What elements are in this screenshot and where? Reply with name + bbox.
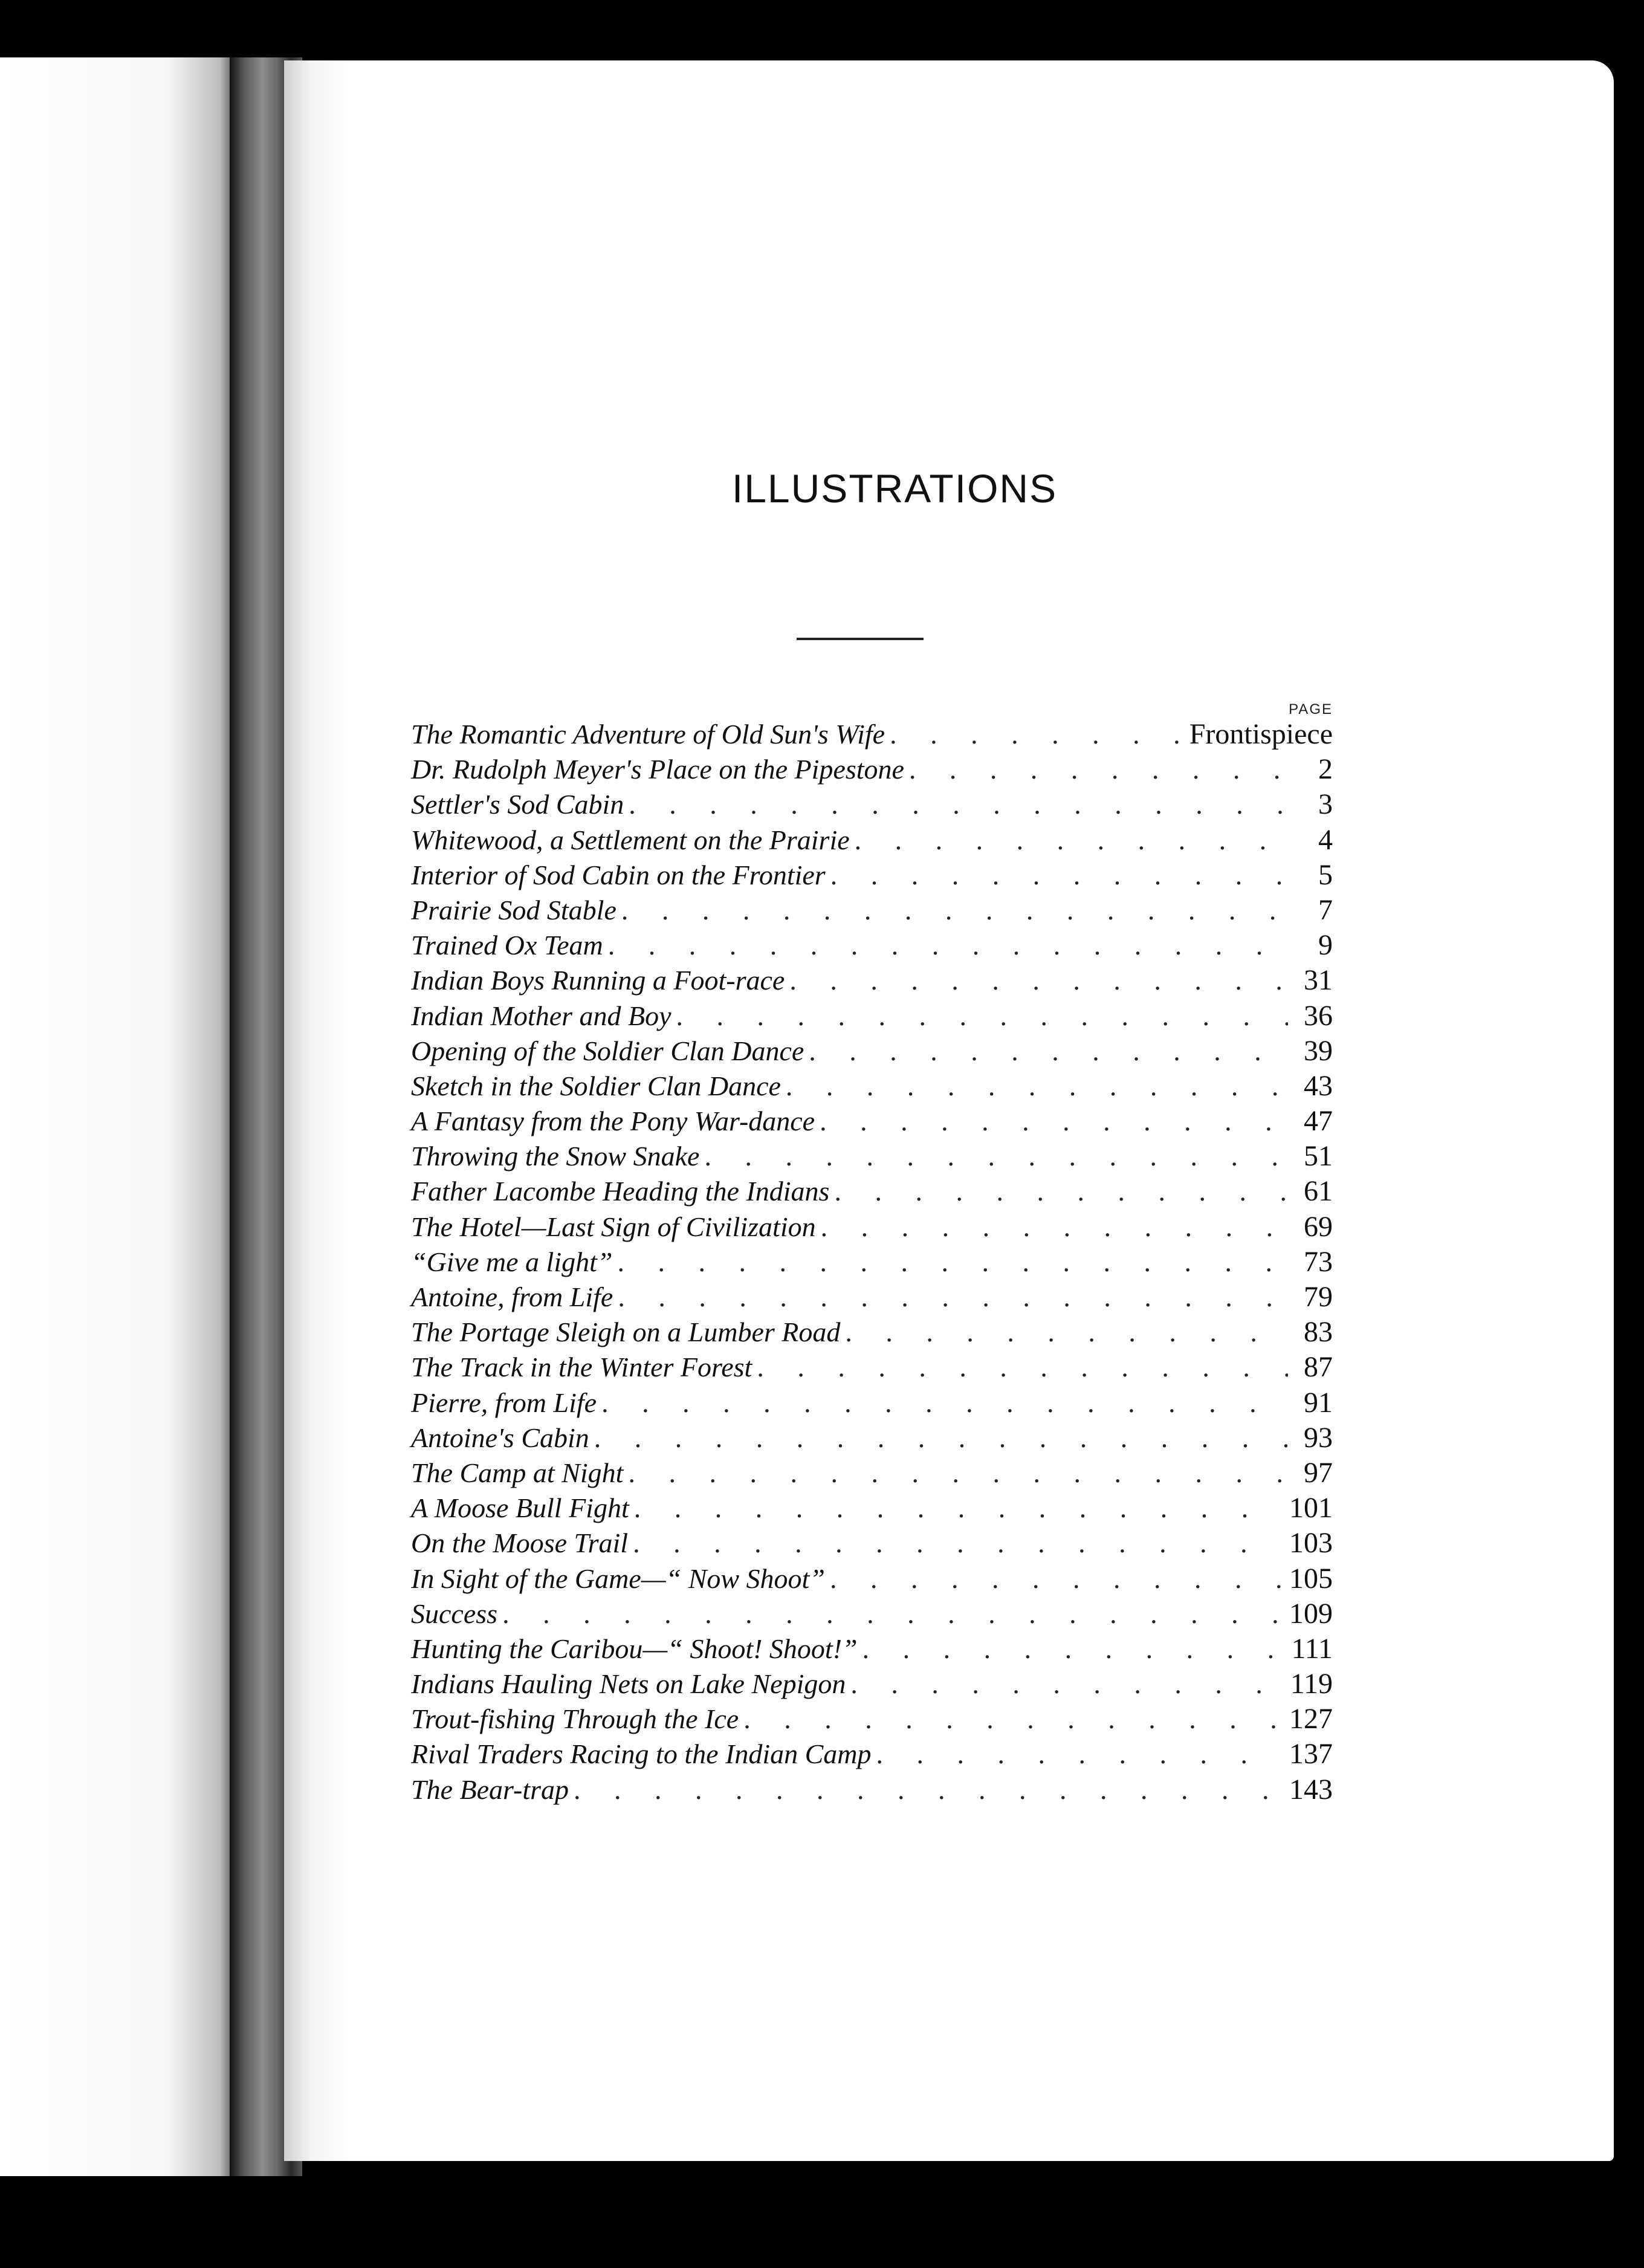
dot-leader xyxy=(634,1492,1281,1524)
list-item xyxy=(411,1667,1333,1702)
illustration-title: Sketch in the Soldier Clan Dance xyxy=(411,1070,781,1101)
illustration-title: A Fantasy from the Pony War-dance xyxy=(411,1106,815,1137)
dot-leader xyxy=(834,1175,1288,1207)
illustration-title: Indian Boys Running a Foot-race xyxy=(411,965,785,996)
list-item xyxy=(411,823,1333,858)
list-item xyxy=(411,893,1333,928)
illustrations-list xyxy=(411,718,1333,1808)
dot-leader xyxy=(876,1738,1281,1770)
illustration-title: Success xyxy=(411,1598,498,1629)
list-item xyxy=(411,788,1333,823)
page-number: 3 xyxy=(1318,788,1333,821)
dot-leader xyxy=(594,1422,1288,1454)
page-title: ILLUSTRATIONS xyxy=(731,466,1058,511)
page-number: 4 xyxy=(1318,823,1333,856)
illustration-title: Throwing the Snow Snake xyxy=(411,1141,700,1172)
dot-leader xyxy=(786,1070,1288,1102)
page-number: 97 xyxy=(1304,1456,1333,1489)
list-item xyxy=(411,1034,1333,1069)
page-column-label: PAGE xyxy=(1289,701,1333,718)
illustration-title: The Camp at Night xyxy=(411,1457,624,1488)
dot-leader xyxy=(743,1703,1281,1735)
list-item xyxy=(411,1350,1333,1385)
list-item xyxy=(411,1632,1333,1667)
dot-leader xyxy=(757,1351,1288,1383)
illustration-title: Rival Traders Racing to the Indian Camp xyxy=(411,1738,872,1770)
page-number: 69 xyxy=(1304,1210,1333,1243)
illustration-title: In Sight of the Game—“ Now Shoot” xyxy=(411,1563,825,1594)
list-item xyxy=(411,1491,1333,1526)
illustration-title: The Bear-trap xyxy=(411,1774,569,1805)
page-number: 109 xyxy=(1289,1597,1333,1630)
illustration-title: Interior of Sod Cabin on the Frontier xyxy=(411,859,826,890)
dot-leader xyxy=(618,1281,1288,1313)
page-number: 105 xyxy=(1289,1562,1333,1595)
page-number: 87 xyxy=(1304,1351,1333,1384)
page-number: Frontispiece xyxy=(1189,718,1333,750)
list-item xyxy=(411,1702,1333,1737)
illustration-title: Prairie Sod Stable xyxy=(411,894,616,925)
page-number: 93 xyxy=(1304,1421,1333,1454)
page-number: 43 xyxy=(1304,1069,1333,1102)
list-item xyxy=(411,999,1333,1034)
page-number: 91 xyxy=(1304,1386,1333,1419)
page-number: 61 xyxy=(1304,1175,1333,1208)
illustration-title: Hunting the Caribou—“ Shoot! Shoot!” xyxy=(411,1633,858,1664)
list-item xyxy=(411,1069,1333,1104)
page-number: 119 xyxy=(1290,1668,1333,1700)
list-item xyxy=(411,928,1333,964)
illustration-title: Indian Mother and Boy xyxy=(411,1000,672,1031)
illustration-title: Pierre, from Life xyxy=(411,1387,597,1418)
page-number: 36 xyxy=(1304,999,1333,1032)
dot-leader xyxy=(789,964,1288,996)
list-item xyxy=(411,1104,1333,1139)
list-item xyxy=(411,718,1333,753)
dot-leader xyxy=(502,1598,1281,1630)
facing-page xyxy=(0,57,239,2176)
dot-leader xyxy=(608,929,1288,961)
illustration-title: Dr. Rudolph Meyer's Place on the Pipestone xyxy=(411,754,904,785)
page-number: 7 xyxy=(1318,893,1333,926)
illustration-title: Antoine, from Life xyxy=(411,1281,613,1312)
list-item xyxy=(411,1139,1333,1174)
dot-leader xyxy=(621,894,1288,926)
list-item xyxy=(411,1315,1333,1350)
illustration-title: A Moose Bull Fight xyxy=(411,1492,629,1524)
dot-leader xyxy=(821,1211,1288,1243)
page-number: 5 xyxy=(1318,858,1333,891)
dot-leader xyxy=(628,1457,1288,1489)
dot-leader xyxy=(862,1633,1283,1665)
dot-leader xyxy=(820,1105,1288,1137)
illustration-title: Opening of the Soldier Clan Dance xyxy=(411,1035,804,1066)
illustration-title: Trout-fishing Through the Ice xyxy=(411,1703,739,1735)
dot-leader xyxy=(845,1316,1288,1348)
page-number: 39 xyxy=(1304,1034,1333,1067)
page-number: 51 xyxy=(1304,1140,1333,1173)
page-number: 2 xyxy=(1318,753,1333,786)
page-number: 83 xyxy=(1304,1316,1333,1349)
illustration-title: Father Lacombe Heading the Indians xyxy=(411,1176,830,1207)
list-item xyxy=(411,1773,1333,1808)
page-number: 111 xyxy=(1291,1632,1333,1665)
illustration-title: The Track in the Winter Forest xyxy=(411,1352,752,1383)
page-number: 137 xyxy=(1289,1738,1333,1771)
page-number: 103 xyxy=(1289,1527,1333,1560)
page-number: 127 xyxy=(1289,1703,1333,1735)
illustration-title: Trained Ox Team xyxy=(411,930,603,961)
page-number: 79 xyxy=(1304,1281,1333,1313)
page-number: 143 xyxy=(1289,1773,1333,1806)
list-item xyxy=(411,753,1333,788)
page-number: 73 xyxy=(1304,1245,1333,1278)
list-item xyxy=(411,1210,1333,1245)
dot-leader xyxy=(704,1140,1288,1172)
list-item xyxy=(411,1737,1333,1772)
list-item xyxy=(411,1421,1333,1456)
dot-leader xyxy=(574,1774,1281,1806)
dot-leader xyxy=(676,1000,1288,1032)
page-number: 47 xyxy=(1304,1105,1333,1138)
page-number: 9 xyxy=(1318,929,1333,962)
dot-leader xyxy=(830,1563,1281,1595)
list-item xyxy=(411,858,1333,893)
dot-leader xyxy=(617,1246,1288,1278)
page-number: 101 xyxy=(1289,1492,1333,1524)
list-item xyxy=(411,1562,1333,1597)
dot-leader xyxy=(601,1387,1288,1419)
title-rule xyxy=(797,638,924,640)
dot-leader xyxy=(809,1035,1288,1067)
list-item xyxy=(411,1174,1333,1210)
list-item xyxy=(411,1245,1333,1280)
list-item xyxy=(411,1526,1333,1561)
illustration-title: Antoine's Cabin xyxy=(411,1422,589,1453)
list-item xyxy=(411,964,1333,999)
list-item xyxy=(411,1280,1333,1315)
page-number: 31 xyxy=(1304,964,1333,997)
illustration-title: Indians Hauling Nets on Lake Nepigon xyxy=(411,1668,846,1700)
illustration-title: The Romantic Adventure of Old Sun's Wife xyxy=(411,719,885,750)
dot-leader xyxy=(629,788,1288,820)
dot-leader xyxy=(890,718,1181,750)
dot-leader xyxy=(909,753,1288,785)
illustration-title: “Give me a light” xyxy=(411,1246,613,1277)
illustration-title: The Hotel—Last Sign of Civilization xyxy=(411,1211,816,1242)
list-item xyxy=(411,1597,1333,1632)
list-item xyxy=(411,1386,1333,1421)
illustration-title: The Portage Sleigh on a Lumber Road xyxy=(411,1317,841,1348)
dot-leader xyxy=(855,824,1288,856)
illustration-title: Settler's Sod Cabin xyxy=(411,789,624,820)
list-item xyxy=(411,1456,1333,1491)
illustration-title: Whitewood, a Settlement on the Prairie xyxy=(411,824,850,855)
illustration-title: On the Moose Trail xyxy=(411,1528,629,1559)
dot-leader xyxy=(850,1668,1281,1700)
dot-leader xyxy=(830,859,1288,891)
dot-leader xyxy=(633,1527,1281,1559)
